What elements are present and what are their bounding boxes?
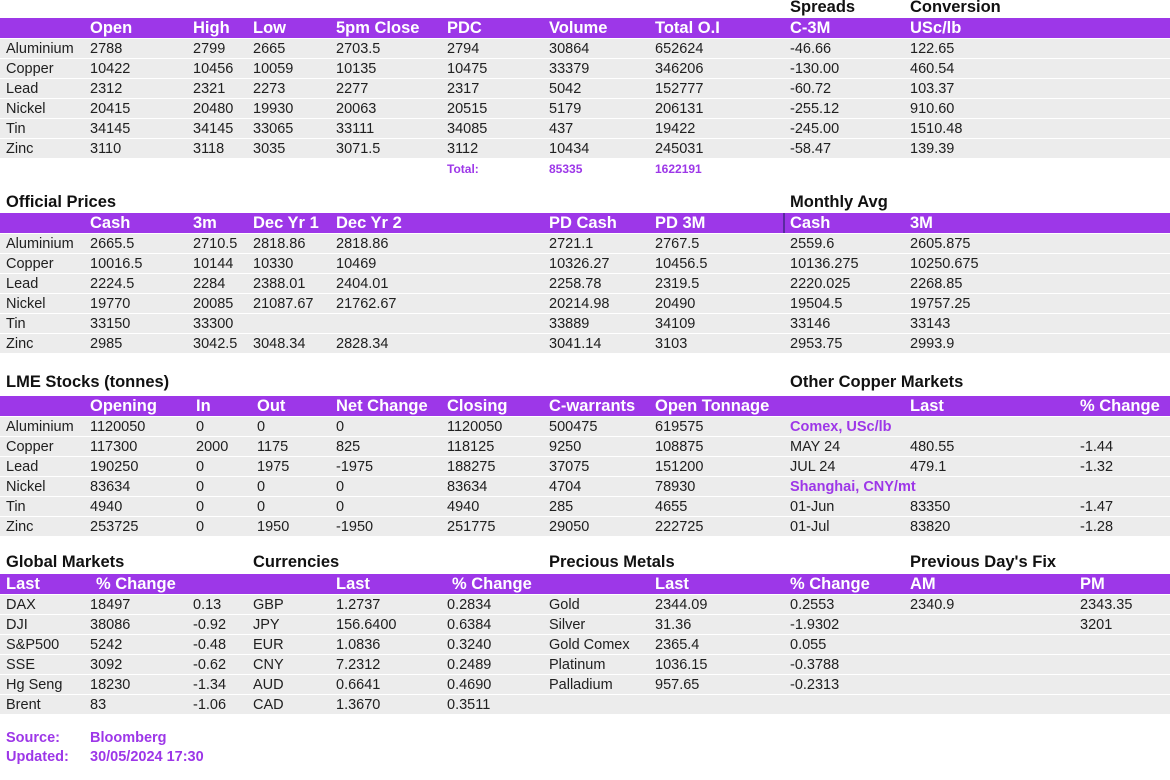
stocks-value: 1175: [257, 439, 289, 455]
index-name: DJI: [6, 617, 28, 633]
official-value: 2953.75: [790, 336, 843, 352]
index-name: SSE: [6, 657, 36, 673]
futures-value: 33111: [336, 121, 375, 137]
stocks-value: 1950: [257, 519, 290, 535]
stocks-title: LME Stocks (tonnes): [6, 373, 170, 391]
global-markets-title: Global Markets: [6, 553, 125, 571]
official-col-header: Dec Yr 2: [336, 214, 402, 232]
stocks-value: 190250: [90, 459, 139, 475]
futures-value: 10135: [336, 61, 377, 77]
official-value: 2818.86: [253, 236, 306, 252]
shanghai-label: Shanghai, CNY/mt: [790, 479, 916, 495]
stocks-value: 4655: [655, 499, 688, 515]
futures-value: 10059: [253, 61, 294, 77]
stocks-value: 1120050: [90, 419, 146, 435]
stocks-value: -1975: [336, 459, 374, 475]
currency-change: 0.4690: [447, 677, 492, 693]
official-col-header: Dec Yr 1: [253, 214, 319, 232]
official-col-header: PD 3M: [655, 214, 706, 232]
futures-value: 10434: [549, 141, 590, 157]
stocks-metal: Copper: [6, 439, 54, 455]
futures-value: 245031: [655, 141, 704, 157]
stocks-value: 825: [336, 439, 361, 455]
futures-value: 3118: [193, 141, 225, 157]
official-value: 10326.27: [549, 256, 610, 272]
stocks-value: 78930: [655, 479, 696, 495]
official-metal: Nickel: [6, 296, 46, 312]
futures-value: 346206: [655, 61, 704, 77]
currency-code: JPY: [253, 617, 280, 633]
futures-value: -58.47: [790, 141, 832, 157]
stocks-value: 2000: [196, 439, 229, 455]
official-value: 2404.01: [336, 276, 389, 292]
futures-col-header: Open: [90, 19, 133, 37]
official-col-header: Cash: [790, 214, 831, 232]
official-value: 2665.5: [90, 236, 135, 252]
stocks-value: 285: [549, 499, 574, 515]
futures-value: 33379: [549, 61, 590, 77]
stocks-value: 4704: [549, 479, 582, 495]
stocks-value: 1120050: [447, 419, 503, 435]
official-value: 19770: [90, 296, 131, 312]
precious-change: -0.3788: [790, 657, 840, 673]
updated-value: 30/05/2024 17:30: [90, 749, 204, 765]
futures-value: 122.65: [910, 41, 955, 57]
official-value: 2818.86: [336, 236, 389, 252]
official-value: 21087.67: [253, 296, 314, 312]
index-last: 5242: [90, 637, 123, 653]
futures-metal: Nickel: [6, 101, 46, 117]
futures-value: 3110: [90, 141, 122, 157]
futures-metal: Tin: [6, 121, 26, 137]
futures-value: 2788: [90, 41, 123, 57]
fix-am-value: 2340.9: [910, 597, 955, 613]
stocks-value: 83634: [447, 479, 488, 495]
global-last-header: Last: [6, 575, 40, 593]
official-value: 33143: [910, 316, 951, 332]
official-metal: Lead: [6, 276, 39, 292]
stocks-value: 118125: [447, 439, 495, 455]
row-stripe: [0, 595, 1170, 614]
stocks-metal: Nickel: [6, 479, 46, 495]
row-stripe: [0, 119, 1170, 138]
fix-am-header: AM: [910, 575, 936, 593]
official-col-header: 3M: [910, 214, 933, 232]
index-last: 18497: [90, 597, 131, 613]
shanghai-last: 83820: [910, 519, 951, 535]
futures-value: 20480: [193, 101, 234, 117]
official-value: 20085: [193, 296, 234, 312]
stocks-value: 0: [257, 419, 266, 435]
official-value: 33889: [549, 316, 590, 332]
futures-value: 19422: [655, 121, 696, 137]
futures-col-header: Low: [253, 19, 286, 37]
precious-last: 1036.15: [655, 657, 708, 673]
official-value: 2721.1: [549, 236, 594, 252]
fix-title: Previous Day's Fix: [910, 553, 1057, 571]
official-value: 2559.6: [790, 236, 835, 252]
monthly-avg-title: Monthly Avg: [790, 193, 888, 211]
futures-value: 652624: [655, 41, 704, 57]
index-change: -1.34: [193, 677, 227, 693]
official-value: 10250.675: [910, 256, 979, 272]
futures-value: 2312: [90, 81, 123, 97]
futures-col-header: Total O.I: [655, 19, 720, 37]
futures-value: 30864: [549, 41, 590, 57]
stocks-col-header: C-warrants: [549, 397, 636, 415]
futures-value: 2794: [447, 41, 480, 57]
official-value: 33146: [790, 316, 831, 332]
stocks-value: 4940: [447, 499, 480, 515]
futures-value: -245.00: [790, 121, 840, 137]
stocks-value: 500475: [549, 419, 598, 435]
currency-code: CNY: [253, 657, 284, 673]
index-last: 3092: [90, 657, 123, 673]
precious-name: Palladium: [549, 677, 613, 693]
official-value: 2605.875: [910, 236, 971, 252]
total-oi: 1622191: [655, 162, 702, 176]
stocks-value: 4940: [90, 499, 123, 515]
precious-last-header: Last: [655, 575, 689, 593]
stocks-col-header: In: [196, 397, 211, 415]
currency-last-header: Last: [336, 575, 370, 593]
futures-value: 2799: [193, 41, 226, 57]
currencies-title: Currencies: [253, 553, 340, 571]
precious-last: 2344.09: [655, 597, 708, 613]
stocks-value: 151200: [655, 459, 704, 475]
currency-change-header: % Change: [452, 575, 532, 593]
index-change: -0.48: [193, 637, 227, 653]
currency-change: 0.6384: [447, 617, 492, 633]
stocks-col-header: Closing: [447, 397, 508, 415]
futures-col-header: Volume: [549, 19, 608, 37]
official-value: 3042.5: [193, 336, 238, 352]
futures-value: 19930: [253, 101, 294, 117]
index-name: S&P500: [6, 637, 60, 653]
precious-name: Gold Comex: [549, 637, 630, 653]
official-value: 2224.5: [90, 276, 135, 292]
row-stripe: [0, 79, 1170, 98]
currency-last: 1.0836: [336, 637, 381, 653]
official-value: 20214.98: [549, 296, 610, 312]
official-value: 2220.025: [790, 276, 851, 292]
fix-pm-value: 3201: [1080, 617, 1113, 633]
official-metal: Copper: [6, 256, 54, 272]
source-label: Source:: [6, 730, 60, 746]
official-value: 10144: [193, 256, 234, 272]
futures-value: 34085: [447, 121, 488, 137]
futures-col-header: USc/lb: [910, 19, 962, 37]
precious-last: 957.65: [655, 677, 700, 693]
official-value: 33300: [193, 316, 234, 332]
futures-value: 5042: [549, 81, 582, 97]
comex-change: -1.44: [1080, 439, 1114, 455]
stocks-value: 108875: [655, 439, 704, 455]
shanghai-change: -1.47: [1080, 499, 1114, 515]
precious-change: 0.2553: [790, 597, 835, 613]
index-last: 38086: [90, 617, 131, 633]
official-value: 2710.5: [193, 236, 238, 252]
row-stripe: [0, 99, 1170, 118]
currency-code: EUR: [253, 637, 284, 653]
stocks-value: 0: [257, 479, 266, 495]
row-stripe: [0, 477, 1170, 496]
currency-change: 0.3240: [447, 637, 492, 653]
official-col-header: 3m: [193, 214, 217, 232]
futures-value: 460.54: [910, 61, 955, 77]
futures-value: 2273: [253, 81, 286, 97]
official-value: 2284: [193, 276, 226, 292]
official-value: 2993.9: [910, 336, 955, 352]
currency-code: AUD: [253, 677, 284, 693]
official-value: 20490: [655, 296, 696, 312]
currency-change: 0.2489: [447, 657, 492, 673]
divider-line: [783, 213, 785, 233]
stocks-value: 0: [257, 499, 266, 515]
updated-label: Updated:: [6, 749, 69, 765]
stocks-value: 0: [196, 499, 205, 515]
futures-value: 910.60: [910, 101, 955, 117]
futures-col-header: PDC: [447, 19, 482, 37]
currency-last: 1.3670: [336, 697, 381, 713]
index-last: 18230: [90, 677, 131, 693]
comex-label: Comex, USc/lb: [790, 419, 892, 435]
official-value: 2767.5: [655, 236, 700, 252]
futures-col-header: C-3M: [790, 19, 831, 37]
index-name: DAX: [6, 597, 36, 613]
stocks-value: 0: [336, 479, 345, 495]
spreads-title: Spreads: [790, 0, 856, 16]
stocks-value: 188275: [447, 459, 496, 475]
index-last: 83: [90, 697, 107, 713]
index-change: -1.06: [193, 697, 227, 713]
official-value: 10016.5: [90, 256, 143, 272]
precious-change: -1.9302: [790, 617, 840, 633]
futures-value: 3112: [447, 141, 479, 157]
precious-change-header: % Change: [790, 575, 870, 593]
futures-value: 34145: [193, 121, 234, 137]
official-value: 10469: [336, 256, 377, 272]
shanghai-contract: 01-Jun: [790, 499, 835, 515]
futures-value: 2321: [193, 81, 226, 97]
index-name: Brent: [6, 697, 41, 713]
comex-last: 479.1: [910, 459, 947, 475]
stocks-metal: Zinc: [6, 519, 34, 535]
official-value: 3103: [655, 336, 688, 352]
futures-value: 5179: [549, 101, 582, 117]
official-value: 3048.34: [253, 336, 306, 352]
stocks-col-header: Opening: [90, 397, 157, 415]
futures-metal: Copper: [6, 61, 54, 77]
official-value: 2828.34: [336, 336, 389, 352]
futures-value: 437: [549, 121, 574, 137]
shanghai-change: -1.28: [1080, 519, 1114, 535]
fix-pm-header: PM: [1080, 575, 1105, 593]
currency-last: 156.6400: [336, 617, 397, 633]
row-stripe: [0, 695, 1170, 714]
stocks-metal: Aluminium: [6, 419, 74, 435]
official-value: 10456.5: [655, 256, 708, 272]
official-value: 2258.78: [549, 276, 602, 292]
stocks-value: 0: [196, 479, 205, 495]
futures-col-header: High: [193, 19, 230, 37]
shanghai-last: 83350: [910, 499, 951, 515]
official-metal: Tin: [6, 316, 26, 332]
row-stripe: [0, 497, 1170, 516]
futures-value: -46.66: [790, 41, 832, 57]
futures-value: 20063: [336, 101, 377, 117]
official-value: 10136.275: [790, 256, 859, 272]
currency-last: 1.2737: [336, 597, 381, 613]
comex-change: -1.32: [1080, 459, 1114, 475]
currency-change: 0.3511: [447, 697, 491, 713]
source-value: Bloomberg: [90, 730, 167, 746]
futures-value: 33065: [253, 121, 294, 137]
futures-value: 103.37: [910, 81, 955, 97]
currency-code: GBP: [253, 597, 284, 613]
precious-change: 0.055: [790, 637, 827, 653]
other-copper-title: Other Copper Markets: [790, 373, 964, 391]
stocks-col-header: Out: [257, 397, 286, 415]
futures-metal: Zinc: [6, 141, 34, 157]
stocks-col-header: Net Change: [336, 397, 428, 415]
official-value: 21762.67: [336, 296, 397, 312]
futures-value: 2317: [447, 81, 480, 97]
stocks-value: -1950: [336, 519, 374, 535]
stocks-value: 117300: [90, 439, 138, 455]
index-name: Hg Seng: [6, 677, 63, 693]
stocks-metal: Lead: [6, 459, 39, 475]
futures-value: 20515: [447, 101, 488, 117]
comex-contract: JUL 24: [790, 459, 836, 475]
futures-value: 20415: [90, 101, 131, 117]
stocks-value: 0: [336, 499, 345, 515]
futures-value: 206131: [655, 101, 704, 117]
stocks-metal: Tin: [6, 499, 26, 515]
stocks-value: 0: [196, 459, 205, 475]
stocks-value: 253725: [90, 519, 139, 535]
futures-value: -255.12: [790, 101, 840, 117]
official-metal: Aluminium: [6, 236, 74, 252]
comex-last: 480.55: [910, 439, 955, 455]
index-change: -0.62: [193, 657, 227, 673]
precious-name: Platinum: [549, 657, 606, 673]
official-metal: Zinc: [6, 336, 34, 352]
precious-last: 31.36: [655, 617, 692, 633]
total-volume: 85335: [549, 162, 583, 176]
global-change-header: % Change: [96, 575, 176, 593]
official-value: 3041.14: [549, 336, 602, 352]
fix-pm-value: 2343.35: [1080, 597, 1133, 613]
futures-value: 10475: [447, 61, 488, 77]
stocks-value: 1975: [257, 459, 290, 475]
official-value: 2268.85: [910, 276, 963, 292]
currency-last: 7.2312: [336, 657, 381, 673]
stocks-col-header: Open Tonnage: [655, 397, 770, 415]
currency-last: 0.6641: [336, 677, 381, 693]
currency-code: CAD: [253, 697, 284, 713]
futures-value: 152777: [655, 81, 704, 97]
stocks-value: 0: [196, 519, 205, 535]
futures-col-header: 5pm Close: [336, 19, 420, 37]
precious-name: Gold: [549, 597, 580, 613]
conversion-title: Conversion: [910, 0, 1001, 16]
stocks-value: 83634: [90, 479, 131, 495]
precious-title: Precious Metals: [549, 553, 675, 571]
precious-last: 2365.4: [655, 637, 700, 653]
stocks-value: 619575: [655, 419, 704, 435]
futures-value: 139.39: [910, 141, 955, 157]
currency-change: 0.2834: [447, 597, 492, 613]
official-value: 2985: [90, 336, 123, 352]
futures-value: 34145: [90, 121, 131, 137]
futures-metal: Lead: [6, 81, 39, 97]
official-value: 34109: [655, 316, 696, 332]
official-col-header: PD Cash: [549, 214, 617, 232]
stocks-value: 0: [336, 419, 345, 435]
row-stripe: [0, 437, 1170, 456]
precious-change: -0.2313: [790, 677, 840, 693]
futures-metal: Aluminium: [6, 41, 74, 57]
futures-value: 2277: [336, 81, 369, 97]
precious-name: Silver: [549, 617, 586, 633]
stocks-value: 0: [196, 419, 205, 435]
total-label: Total:: [447, 162, 479, 176]
futures-value: 2703.5: [336, 41, 381, 57]
official-col-header: Cash: [90, 214, 131, 232]
official-value: 19504.5: [790, 296, 843, 312]
comex-contract: MAY 24: [790, 439, 841, 455]
index-change: 0.13: [193, 597, 222, 613]
official-value: 2388.01: [253, 276, 306, 292]
shanghai-contract: 01-Jul: [790, 519, 830, 535]
stocks-value: 222725: [655, 519, 704, 535]
futures-value: 1510.48: [910, 121, 963, 137]
official-value: 10330: [253, 256, 294, 272]
official-value: 19757.25: [910, 296, 971, 312]
official-title: Official Prices: [6, 193, 117, 211]
futures-value: 3071.5: [336, 141, 381, 157]
futures-value: -130.00: [790, 61, 840, 77]
stocks-value: 9250: [549, 439, 582, 455]
copper-change-header: % Change: [1080, 397, 1160, 415]
futures-value: 10422: [90, 61, 131, 77]
futures-value: 10456: [193, 61, 234, 77]
index-change: -0.92: [193, 617, 227, 633]
futures-value: 2665: [253, 41, 286, 57]
futures-value: -60.72: [790, 81, 832, 97]
copper-last-header: Last: [910, 397, 944, 415]
official-value: 33150: [90, 316, 131, 332]
futures-value: 3035: [253, 141, 286, 157]
stocks-value: 29050: [549, 519, 590, 535]
stocks-value: 37075: [549, 459, 590, 475]
stocks-value: 251775: [447, 519, 496, 535]
official-value: 2319.5: [655, 276, 700, 292]
